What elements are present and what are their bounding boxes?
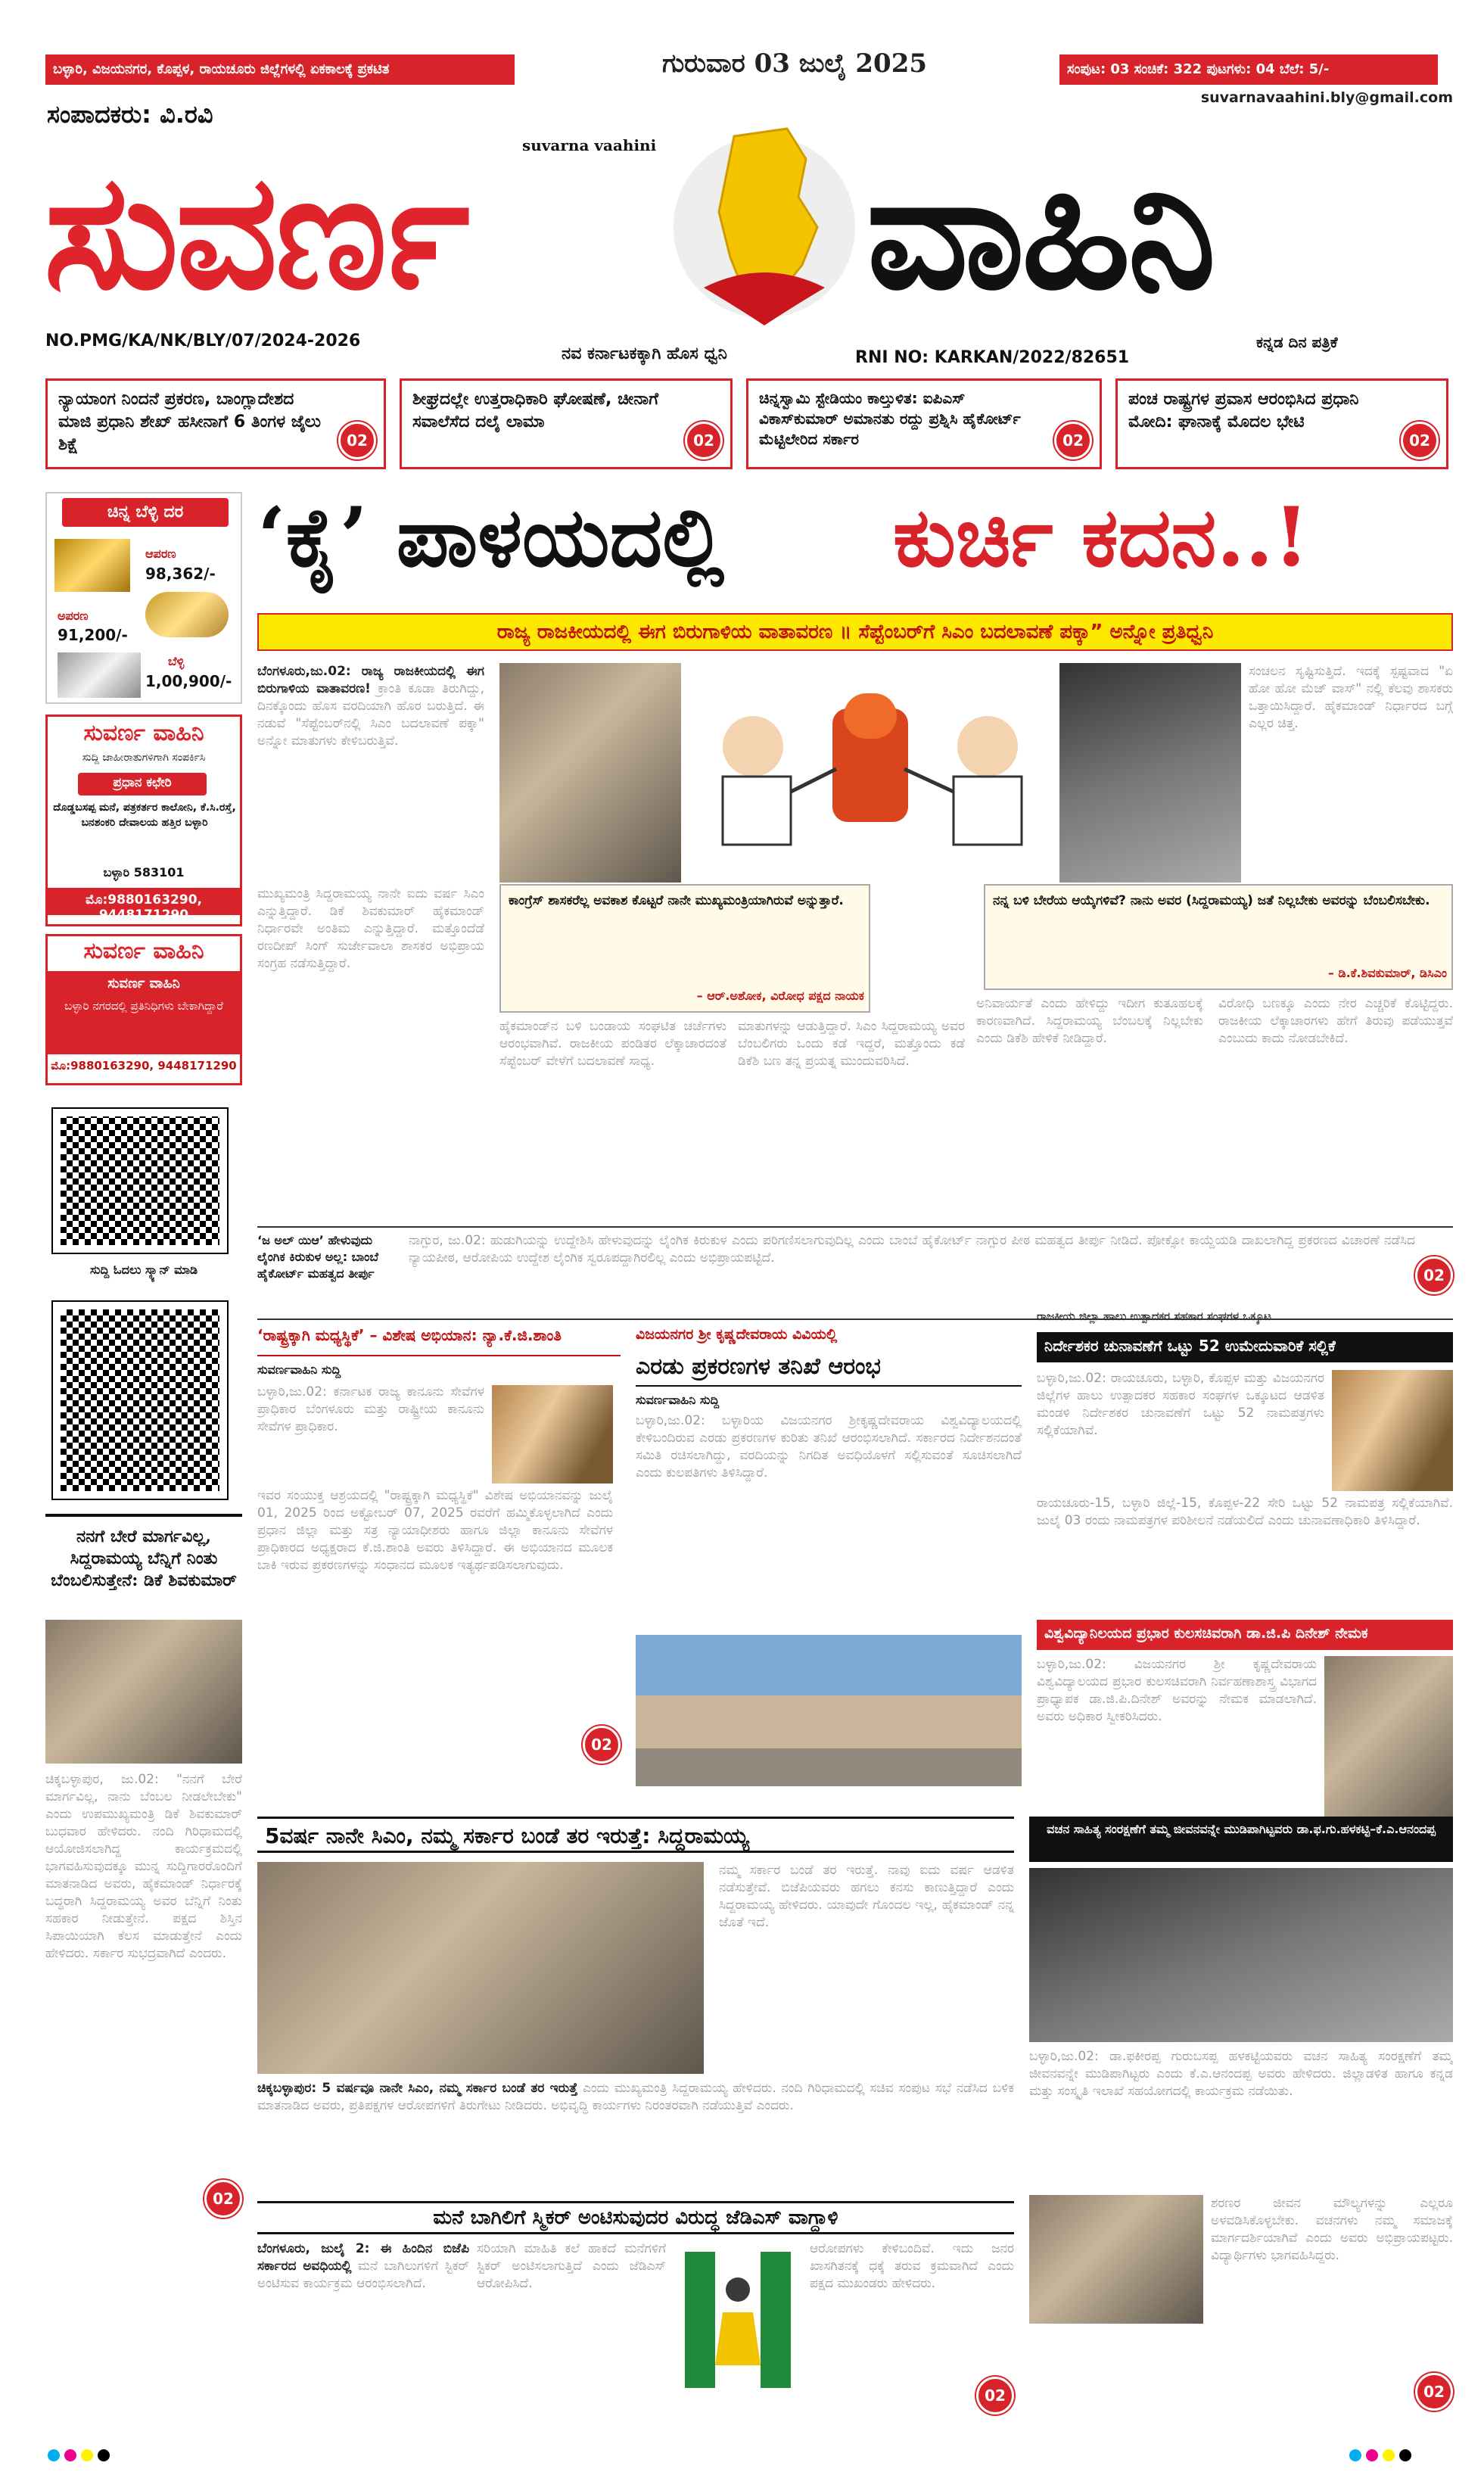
story-jds-body-c: ಆರೋಪಗಳು ಕೇಳಿಬಂದಿವೆ. ಇದು ಜನರ ಖಾಸಗಿತನಕ್ಕೆ ಧಕ್ಕೆ ತರುವ ಕ್ರಮವಾಗಿದೆ ಎಂದು ಪಕ್ಷದ ಮುಖಂಡರು ಹೇಳಿದರು. <box>810 2241 1014 2291</box>
page-badge: 02 <box>1054 422 1092 459</box>
registration-mark <box>1347 2449 1438 2464</box>
lead-subhead: ರಾಜ್ಯ ರಾಜಕೀಯದಲ್ಲಿ ಈಗ ಬಿರುಗಾಳಿಯ ವಾತಾವರಣ ॥ ಸೆಪ್ಟೆಂಬರ್‌ಗೆ ಸಿಎಂ ಬದಲಾವಣೆ ಪಕ್ಕಾ” ಅನ್ನೋ ಪ್ರತಿಧ್ವನಿ <box>257 613 1453 651</box>
gold-22k-value: 91,200/- <box>58 626 128 644</box>
story-milk-body-a: ಬಳ್ಳಾರಿ,ಜು.02: ರಾಯಚೂರು, ಬಳ್ಳಾರಿ, ಕೊಪ್ಪಳ ಮತ್ತು ವಿಜಯನಗರ ಜಿಲ್ಲೆಗಳ ಹಾಲು ಉತ್ಪಾದಕರ ಸಹಕಾರ ಸಂಘಗಳ ಒಕ್ಕೂಟದ ಆಡಳಿತ ಮಂಡಳಿ ನಿರ್ದೇಶಕರ ಚುನಾವಣೆಗೆ ಒಟ್ಟು 52 ನಾಮಪತ್ರಗಳು ಸಲ್ಲಿಕೆಯಾಗಿವೆ. <box>1037 1371 1324 1438</box>
teaser-4[interactable] <box>1115 378 1448 469</box>
postal-number: NO.PMG/KA/NK/BLY/07/2024-2026 <box>45 332 361 350</box>
story-vachana-body-b: ಶರಣರ ಜೀವನ ಮೌಲ್ಯಗಳನ್ನು ಎಲ್ಲರೂ ಅಳವಡಿಸಿಕೊಳ್ಳಬೇಕು. ವಚನಗಳು ನಮ್ಮ ಸಮಾಜಕ್ಕೆ ಮಾರ್ಗದರ್ಶಿಯಾಗಿವೆ ಎಂದು ಅವರು ಅಭಿಪ್ರಾಯಪಟ್ಟರು. ವಿದ್ಯಾರ್ಥಿಗಳು ಭಾಗವಹಿಸಿದ್ದರು. <box>1211 2196 1453 2263</box>
gold-24k-label: ಆಪರಣ <box>145 546 176 561</box>
lead-headline-black: ‘ಕೈ’ ಪಾಳಯದಲ್ಲಿ <box>257 490 724 585</box>
office-ad-box <box>45 715 242 926</box>
lead-col-1-top: ಬೆಂಗಳೂರು,ಜು.02: ರಾಜ್ಯ ರಾಜಕೀಯದಲ್ಲಿ ಈಗ ಬಿರುಗಾಳಿಯ ವಾತಾವರಣ! ಕ್ರಾಂತಿ ಕೂಡಾ ತಿರುಗಿದ್ದು, ದಿನಕ್ಕೊಂದು ಹೊಸ ವರದಿಯಾಗಿ ಹೊರ ಬರುತ್ತಿದೆ. ಈ ನಡುವೆ "ಸೆಪ್ಟೆಂಬರ್‌ನಲ್ಲಿ ಸಿಎಂ ಬದಲಾವಣೆ ಪಕ್ಕಾ" ಅನ್ನೋ ಮಾತುಗಳು ಕೇಳಿಬರುತ್ತಿವೆ. <box>257 664 484 749</box>
masthead-small-name: suvarna vaahini <box>522 136 657 154</box>
qr-code[interactable] <box>53 1109 227 1253</box>
dk-shivakumar-photo <box>1059 663 1241 883</box>
story-cm-body-b: ಚಿಕ್ಕಬಳ್ಳಾಪುರ: 5 ವರ್ಷವೂ ನಾನೇ ಸಿಎಂ, ನಮ್ಮ ಸರ್ಕಾರ ಬಂಡೆ ತರ ಇರುತ್ತೆ ಎಂದು ಮುಖ್ಯಮಂತ್ರಿ ಸಿದ್ದರಾಮಯ್ಯ ಹೇಳಿದರು. ನಂದಿ ಗಿರಿಧಾಮದಲ್ಲಿ ಸಚಿವ ಸಂಪುಟ ಸಭೆ ನಡೆಸಿದ ಬಳಿಕ ಮಾತನಾಡಿದ ಅವರು, ಪ್ರತಿಪಕ್ಷಗಳ ಆರೋಪಗಳಿಗೆ ತಿರುಗೇಟು ನೀಡಿದರು. ಅಭಿವೃದ್ಧಿ ಕಾರ್ಯಗಳು ನಿರಂತರವಾಗಿ ನಡೆಯುತ್ತಿವೆ ಎಂದರು. <box>257 2081 1014 2113</box>
story-vachana-head-box <box>1029 1817 1453 1862</box>
story-jds-body-a: ಬೆಂಗಳೂರು, ಜುಲೈ 2: ಈ ಹಿಂದಿನ ಬಿಜೆಪಿ ಸರ್ಕಾರದ ಅವಧಿಯಲ್ಲಿ ಮನೆ ಬಾಗಿಲುಗಳಿಗೆ ಸ್ಟಿಕರ್ ಅಂಟಿಸುವ ಕಾರ್ಯಕ್ರಮ ಆರಂಭಿಸಲಾಗಿದೆ. <box>257 2241 469 2291</box>
story-milk-headline: ನಿರ್ದೇಶಕರ ಚುನಾವಣೆಗೆ ಒಟ್ಟು 52 ಉಮೇದುವಾರಿಕೆ ಸಲ್ಲಿಕೆ <box>1037 1332 1453 1362</box>
page-badge[interactable]: 02 <box>204 2180 242 2218</box>
brief-label: ‘ಜ ಅಲ್ ಯಿಆ’ ಹೇಳುವುದು ಲೈಂಗಿಕ ಕಿರುಕುಳ ಅಲ್ಲ: ಬಾಂಬೆ ಹೈಕೋರ್ಟ್ ಮಹತ್ವದ ತೀರ್ಪು <box>257 1233 378 1281</box>
ad-address: ದೊಡ್ಡಬಸಪ್ಪ ಮನೆ, ಪತ್ರಕರ್ತರ ಕಾಲೋನಿ, ಕೆ.ಸಿ.ರಸ್ತೆ, ಬನಶಂಕರಿ ದೇವಾಲಯ ಹತ್ತಿರ ಬಳ್ಳಾರಿ <box>53 802 236 829</box>
ad-brand: ಸುವರ್ಣ ವಾಹಿನಿ <box>83 720 204 746</box>
judge-photo <box>492 1385 613 1484</box>
lead-col-4: ಅನಿವಾರ್ಯತೆ ಎಂದು ಹೇಳಿದ್ದು ಇದೀಗ ಕುತೂಹಲಕ್ಕೆ ಕಾರಣವಾಗಿದೆ. ಸಿದ್ದರಾಮಯ್ಯ ಬೆಂಬಲಕ್ಕೆ ನಿಲ್ಲಬೇಕು ಎಂದು ಡಿಕೆಶಿ ಹೇಳಿಕೆ ನೀಡಿದ್ದಾರೆ. <box>976 996 1203 1046</box>
page-badge: 02 <box>1401 422 1439 459</box>
recruit-title: ಸುವರ್ಣ ವಾಹಿನಿ <box>107 976 180 992</box>
ad-line: ಸುದ್ದಿ ಜಾಹೀರಾತುಗಳಿಗಾಗಿ ಸಂಪರ್ಕಿಸಿ <box>82 752 206 764</box>
gold-24k-value: 98,362/- <box>145 565 216 583</box>
story-jds-dateline: ಬೆಂಗಳೂರು, ಜುಲೈ 2: ಈ ಹಿಂದಿನ ಬಿಜೆಪಿ ಸರ್ಕಾರದ ಅವಧಿಯಲ್ಲಿ <box>257 2241 469 2274</box>
gold-rate-box <box>45 492 242 704</box>
logo-left: ಸುವರ್ಣ <box>44 138 467 325</box>
story-mediation-headline: ‘ರಾಷ್ಟ್ರಕ್ಕಾಗಿ ಮಧ್ಯಸ್ಥಿಕೆ’ – ವಿಶೇಷ ಅಭಿಯಾನ: ನ್ಯಾ.ಕೆ.ಜಿ.ಶಾಂತಿ <box>257 1326 621 1356</box>
contact-email[interactable]: suvarnavaahini.bly@gmail.com <box>1200 89 1453 106</box>
tagline: ನವ ಕರ್ನಾಟಕಕ್ಕಾಗಿ ಹೊಸ ಧ್ವನಿ <box>562 344 727 363</box>
ad-mobile[interactable]: ಮೊ:9880163290, 9448171290 <box>48 888 240 915</box>
teaser-1[interactable] <box>45 378 386 469</box>
story-jds-headline: ಮನೆ ಬಾಗಿಲಿಗೆ ಸ್ಮಿಕರ್ ಅಂಟಿಸುವುದರ ವಿರುದ್ಧ ಜೆಡಿಎಸ್ ವಾಗ್ದಾಳಿ <box>257 2201 1014 2234</box>
gold-bar-icon <box>54 539 130 592</box>
page-badge: 02 <box>338 422 376 459</box>
edition-banner: ಬಳ್ಳಾರಿ, ವಿಜಯನಗರ, ಕೊಪ್ಪಳ, ರಾಯಚೂರು ಜಿಲ್ಲೆಗಳಲ್ಲಿ ಏಕಕಾಲಕ್ಕೆ ಪ್ರಕಟಿತ <box>45 54 515 85</box>
story-mediation-body-b: ಇವರ ಸಂಯುಕ್ತ ಆಶ್ರಯದಲ್ಲಿ "ರಾಷ್ಟ್ರಕ್ಕಾಗಿ ಮಧ್ಯಸ್ಥಿಕೆ" ವಿಶೇಷ ಅಭಿಯಾನವನ್ನು ಜುಲೈ 01, 2025 ರಿಂದ ಅಕ್ಟೋಬರ್ 07, 2025 ರವರೆಗೆ ಹಮ್ಮಿಕೊಳ್ಳಲಾಗಿದೆ ಎಂದು ಪ್ರಧಾನ ಜಿಲ್ಲಾ ಮತ್ತು ಸತ್ರ ನ್ಯಾಯಾಧೀಶರು ಹಾಗೂ ಜಿಲ್ಲಾ ಕಾನೂನು ಸೇವೆಗಳ ಪ್ರಾಧಿಕಾರದ ಅಧ್ಯಕ್ಷರಾದ ಕೆ.ಜಿ.ಶಾಂತಿ ಅವರು ತಿಳಿಸಿದ್ದಾರೆ. ಈ ಅಭಿಯಾನದ ಮೂಲಕ ಬಾಕಿ ಇರುವ ಪ್ರಕರಣಗಳನ್ನು ಸಂಧಾನದ ಮೂಲಕ ಇತ್ಯರ್ಥಪಡಿಸಲಾಗುವುದು. <box>257 1488 613 1573</box>
quote-box-dks <box>984 884 1453 990</box>
story-milk-body-b: ರಾಯಚೂರು-15, ಬಳ್ಳಾರಿ ಜಿಲ್ಲೆ-15, ಕೊಪ್ಪಳ-22 ಸೇರಿ ಒಟ್ಟು 52 ನಾಮಪತ್ರ ಸಲ್ಲಿಕೆಯಾಗಿವೆ. ಜುಲೈ 03 ರಂದು ನಾಮಪತ್ರಗಳ ಪರಿಶೀಲನೆ ನಡೆಯಲಿದೆ ಎಂದು ಚುನಾವಣಾಧಿಕಾರಿ ತಿಳಿಸಿದ್ದಾರೆ. <box>1037 1496 1453 1528</box>
vachana-event-photo <box>1029 1868 1453 2042</box>
jds-party-logo <box>677 2244 798 2396</box>
page-badge[interactable]: 02 <box>1415 1256 1453 1294</box>
side-story-headline-box <box>45 1514 242 1612</box>
recruit-panel <box>48 971 240 1054</box>
story-university-body: ಬಳ್ಳಾರಿ,ಜು.02: ಬಳ್ಳಾರಿಯ ವಿಜಯನಗರ ಶ್ರೀಕೃಷ್ಣದೇವರಾಯ ವಿಶ್ವವಿದ್ಯಾಲಯದಲ್ಲಿ ಕೇಳಿಬಂದಿರುವ ಎರಡು ಪ್ರಕರಣಗಳ ಕುರಿತು ತನಿಖೆ ಆರಂಭಿಸಲಾಗಿದೆ. ಸರ್ಕಾರದ ನಿರ್ದೇಶನದಂತೆ ಸಮಿತಿ ರಚಿಸಲಾಗಿದ್ದು, ವರದಿಯನ್ನು ನಿಗದಿತ ಅವಧಿಯೊಳಗೆ ಸಲ್ಲಿಸುವಂತೆ ಸೂಚಿಸಲಾಗಿದೆ ಎಂದು ಕುಲಪತಿಗಳು ತಿಳಿಸಿದ್ದಾರೆ. <box>636 1413 1022 1480</box>
qr-code-2[interactable] <box>53 1302 227 1499</box>
logo-right: ವಾಹಿನಿ <box>866 138 1213 325</box>
registrar-photo <box>1324 1656 1453 1838</box>
siddaramaiah-photo <box>499 663 681 883</box>
story-milk-kicker: ರಾಜಕೀಯ ಜಿಲ್ಲಾ ಹಾಲು ಉತ್ಪಾದಕರ ಸಹಕಾರ ಸಂಘಗಳ ಒಕ್ಕೂಟ <box>1037 1309 1271 1323</box>
recruitment-ad-box <box>45 934 242 1085</box>
story-vachana-headline: ವಚನ ಸಾಹಿತ್ಯ ಸಂರಕ್ಷಣೆಗೆ ತಮ್ಮ ಜೀವನವನ್ನೇ ಮುಡಿಪಾಗಿಟ್ಟವರು ಡಾ.ಫ.ಗು.ಹಳಕಟ್ಟಿ–ಕೆ.ಎ.ಆನಂದಪ್ಪ <box>1047 1822 1436 1836</box>
story-cm-headline: 5ವರ್ಷ ನಾನೇ ಸಿಎಂ, ನಮ್ಮ ಸರ್ಕಾರ ಬಂಡೆ ತರ ಇರುತ್ತೆ: ಸಿದ್ದರಾಮಯ್ಯ <box>257 1817 1014 1853</box>
page-badge[interactable]: 02 <box>583 1726 621 1764</box>
story-cm-dateline: ಚಿಕ್ಕಬಳ್ಳಾಪುರ: 5 ವರ್ಷವೂ ನಾನೇ ಸಿಎಂ, ನಮ್ಮ ಸರ್ಕಾರ ಬಂಡೆ ತರ ಇರುತ್ತೆ <box>257 2081 578 2096</box>
teaser-text: ಶೀಘ್ರದಲ್ಲೇ ಉತ್ತರಾಧಿಕಾರಿ ಘೋಷಣೆ, ಚೀನಾಗೆ ಸವಾಲೆಸೆದ ದಲೈ ಲಾಮಾ <box>412 390 658 431</box>
quote-attribution: – ಆರ್.ಅಶೋಕ, ವಿರೋಧ ಪಕ್ಷದ ನಾಯಕ <box>696 988 864 1003</box>
side-story-body: ಚಿಕ್ಕಬಳ್ಳಾಪುರ, ಜು.02: "ನನಗೆ ಬೇರೆ ಮಾರ್ಗವಿಲ್ಲ, ನಾನು ಬೆಂಬಲ ನೀಡಲೇಬೇಕು" ಎಂದು ಉಪಮುಖ್ಯಮಂತ್ರಿ ಡಿಕೆ ಶಿವಕುಮಾರ್ ಬುಧವಾರ ಹೇಳಿದರು. ನಂದಿ ಗಿರಿಧಾಮದಲ್ಲಿ ಆಯೋಜಿಸಲಾಗಿದ್ದ ಕಾರ್ಯಕ್ರಮದಲ್ಲಿ ಭಾಗವಹಿಸುವುದಕ್ಕೂ ಮುನ್ನ ಸುದ್ದಿಗಾರರೊಂದಿಗೆ ಮಾತನಾಡಿದ ಅವರು, ಹೈಕಮಾಂಡ್ ನಿರ್ಧಾರಕ್ಕೆ ಬದ್ಧರಾಗಿ ಸಿದ್ದರಾಮಯ್ಯ ಅವರ ಬೆನ್ನಿಗೆ ನಿಂತು ಸಹಕಾರ ನೀಡುತ್ತೇನೆ. ಪಕ್ಷದ ಶಿಸ್ತಿನ ಸಿಪಾಯಿಯಾಗಿ ಕೆಲಸ ಮಾಡುತ್ತೇನೆ ಎಂದು ಹೇಳಿದರು. ಸರ್ಕಾರ ಸುಭದ್ರವಾಗಿದೆ ಎಂದರು. <box>45 1772 242 1961</box>
registration-mark <box>45 2449 136 2464</box>
paper-type: ಕನ್ನಡ ದಿನ ಪತ್ರಿಕೆ <box>1256 333 1338 351</box>
story-registrar-body: ಬಳ್ಳಾರಿ,ಜು.02: ವಿಜಯನಗರ ಶ್ರೀ ಕೃಷ್ಣದೇವರಾಯ ವಿಶ್ವವಿದ್ಯಾಲಯದ ಪ್ರಭಾರ ಕುಲಸಚಿವರಾಗಿ ನಿರ್ವಹಣಾಶಾಸ್ತ್ರ ವಿಭಾಗದ ಪ್ರಾಧ್ಯಾಪಕ ಡಾ.ಜಿ.ಪಿ.ದಿನೇಶ್ ಅವರನ್ನು ನೇಮಕ ಮಾಡಲಾಗಿದೆ. ಅವರು ಅಧಿಕಾರ ಸ್ವೀಕರಿಸಿದರು. <box>1037 1657 1317 1724</box>
ad-brand: ಸುವರ್ಣ ವಾಹಿನಿ <box>83 938 204 964</box>
divider <box>257 1226 1453 1228</box>
story-mediation-dateline: ಸುವರ್ಣವಾಹಿನಿ ಸುದ್ದಿ <box>257 1362 341 1377</box>
lead-col-5: ವಿರೋಧಿ ಬಣಕ್ಕೂ ಎಂದು ನೇರ ಎಚ್ಚರಿಕೆ ಕೊಟ್ಟಿದ್ದರು. ರಾಜಕೀಯ ಲೆಕ್ಕಾಚಾರಗಳು ಹೇಗೆ ತಿರುವು ಪಡೆಯುತ್ತವೆ ಎಂಬುದು ಕಾದು ನೋಡಬೇಕಿದೆ. <box>1218 996 1453 1046</box>
side-story-photo <box>45 1620 242 1764</box>
cm-event-photo <box>257 1862 704 2074</box>
lead-col-2: ಹೈಕಮಾಂಡ್‌ನ ಬಳಿ ಬಂಡಾಯ ಸಂಘಟಿತ ಚರ್ಚೆಗಳು ಆರಂಭವಾಗಿವೆ. ರಾಜಕೀಯ ಪಂಡಿತರ ಲೆಕ್ಕಾಚಾರದಂತೆ ಸೆಪ್ಟೆಂಬರ್ ವೇಳೆಗೆ ಬದಲಾವಣೆ ಸಾಧ್ಯ. <box>499 1019 726 1069</box>
side-story-headline: ನನಗೆ ಬೇರೆ ಮಾರ್ಗವಿಲ್ಲ, ಸಿದ್ದರಾಮಯ್ಯ ಬೆನ್ನಿಗೆ ನಿಂತು ಬೆಂಬಲಿಸುತ್ತೇನೆ: ಡಿಕೆ ಶಿವಕುಮಾರ್ <box>51 1527 237 1590</box>
quote-text: ನನ್ನ ಬಳಿ ಬೇರೆಯ ಆಯ್ಕೆಗಳಿವೆ? ನಾನು ಅವರ (ಸಿದ್ದರಾಮಯ್ಯ) ಜತೆ ನಿಲ್ಲಬೇಕು ಅವರನ್ನು ಬೆಂಬಲಿಸಬೇಕು. <box>993 893 1430 908</box>
story-jds-body-b: ಸರಿಯಾಗಿ ಮಾಹಿತಿ ಕಲೆ ಹಾಕದೆ ಮನೆಗಳಿಗೆ ಸ್ಟಿಕರ್ ಅಂಟಿಸಲಾಗುತ್ತಿದೆ ಎಂದು ಜೆಡಿಎಸ್ ಆರೋಪಿಸಿದೆ. <box>477 2241 666 2291</box>
teaser-3[interactable] <box>746 378 1102 469</box>
recruit-line: ಬಳ್ಳಾರಿ ನಗರದಲ್ಲಿ ಪ್ರತಿನಿಧಿಗಳು ಬೇಕಾಗಿದ್ದಾರೆ <box>64 999 223 1013</box>
silver-value: 1,00,900/- <box>145 672 232 690</box>
quote-box-ashoka <box>499 884 870 1013</box>
officer-photo <box>1332 1370 1453 1491</box>
page-badge[interactable]: 02 <box>976 2377 1014 2414</box>
karnataka-map-emblem <box>674 114 855 341</box>
editor-name: ಸಂಪಾದಕರು: ವಿ.ರವಿ <box>47 100 213 129</box>
page-badge[interactable]: 02 <box>1415 2373 1453 2411</box>
lead-col-1: ಮುಖ್ಯಮಂತ್ರಿ ಸಿದ್ದರಾಮಯ್ಯ ನಾನೇ ಐದು ವರ್ಷ ಸಿಎಂ ಎನ್ನುತ್ತಿದ್ದಾರೆ. ಡಿಕೆ ಶಿವಕುಮಾರ್ ಹೈಕಮಾಂಡ್ ನಿರ್ಧಾರವೇ ಅಂತಿಮ ಎನ್ನುತ್ತಿದ್ದಾರೆ. ಮತ್ತೊಂದೆಡೆ ರಣದೀಪ್ ಸಿಂಗ್ ಸುರ್ಜೇವಾಲಾ ಶಾಸಕರ ಅಭಿಪ್ರಾಯ ಸಂಗ್ರಹ ನಡೆಸುತ್ತಿದ್ದಾರೆ. <box>257 886 484 971</box>
story-registrar-headline: ವಿಶ್ವವಿದ್ಯಾನಿಲಯದ ಪ್ರಭಾರ ಕುಲಸಚಿವರಾಗಿ ಡಾ.ಜಿ.ಪಿ ದಿನೇಶ್ ನೇಮಕ <box>1037 1620 1453 1650</box>
quote-text: ಕಾಂಗ್ರೆಸ್ ಶಾಸಕರೆಲ್ಲ ಅವಕಾಶ ಕೊಟ್ಟರೆ ನಾನೇ ಮುಖ್ಯಮಂತ್ರಿಯಾಗಿರುವೆ ಅನ್ನುತ್ತಾರೆ. <box>509 893 844 908</box>
issue-date: ಗುರುವಾರ 03 ಜುಲೈ 2025 <box>661 48 928 79</box>
lead-col-3: ಮಾತುಗಳನ್ನು ಆಡುತ್ತಿದ್ದಾರೆ. ಸಿಎಂ ಸಿದ್ದರಾಮಯ್ಯ ಅವರ ಬೆಂಬಲಿಗರು ಒಂದು ಕಡೆ ಇದ್ದರೆ, ಮತ್ತೊಂದು ಕಡೆ ಡಿಕೆಶಿ ಬಣ ತನ್ನ ಪ್ರಯತ್ನ ಮುಂದುವರಿಸಿದೆ. <box>738 1019 965 1069</box>
teaser-text: ನ್ಯಾಯಾಂಗ ನಿಂದನೆ ಪ್ರಕರಣ, ಬಾಂಗ್ಲಾದೇಶದ ಮಾಜಿ ಪ್ರಧಾನಿ ಶೇಖ್ ಹಸೀನಾಗೆ 6 ತಿಂಗಳ ಜೈಲು ಶಿಕ್ಷೆ <box>58 390 321 454</box>
teaser-text: ಪಂಚ ರಾಷ್ಟ್ರಗಳ ಪ್ರವಾಸ ಆರಂಭಿಸಿದ ಪ್ರಧಾನಿ ಮೋದಿ: ಘಾನಾಕ್ಕೆ ಮೊದಲ ಭೇಟಿ <box>1128 390 1359 431</box>
rni-number: RNI NO: KARKAN/2022/82651 <box>855 348 1130 367</box>
cartoon-chair-tug <box>685 663 1056 883</box>
silver-label: ಬೆಳ್ಳಿ <box>168 654 185 668</box>
brief-body: ನಾಗ್ಪುರ, ಜು.02: ಹುಡುಗಿಯನ್ನು ಉದ್ದೇಶಿಸಿ ಹೇಳುವುದನ್ನು ಲೈಂಗಿಕ ಕಿರುಕುಳ ಎಂದು ಪರಿಗಣಿಸಲಾಗುವುದಿಲ್ಲ ಎಂದು ಬಾಂಬೆ ಹೈಕೋರ್ಟ್ ನಾಗ್ಪುರ ಪೀಠ ಮಹತ್ವದ ತೀರ್ಪು ನೀಡಿದೆ. ಪೋಕ್ಸೋ ಕಾಯ್ದೆಯಡಿ ದಾಖಲಾಗಿದ್ದ ಪ್ರಕರಣದ ವಿಚಾರಣೆ ನಡೆಸಿದ ನ್ಯಾಯಪೀಠ, ಆರೋಪಿಯ ಉದ್ದೇಶ ಲೈಂಗಿಕ ಸ್ವರೂಪದ್ದಾಗಿರಲಿಲ್ಲ ಎಂದು ಅಭಿಪ್ರಾಯಪಟ್ಟಿದೆ. <box>409 1233 1415 1266</box>
university-building-photo <box>636 1635 1022 1786</box>
story-university-kicker: ವಿಜಯನಗರ ಶ್ರೀ ಕೃಷ್ಣದೇವರಾಯ ವಿವಿಯಲ್ಲಿ <box>636 1326 838 1343</box>
story-university-dateline: ಸುವರ್ಣವಾಹಿನಿ ಸುದ್ದಿ <box>636 1393 720 1407</box>
lead-col-5-top: ಸಂಚಲನ ಸೃಷ್ಟಿಸುತ್ತಿದೆ. ಇದಕ್ಕೆ ಸ್ಪಷ್ಟವಾದ "ಏ ಹೋ ಹೋ ಮೆಜ್ ವಾಸ್" ನಲ್ಲಿ ಕೆಲವು ಶಾಸಕರು ಒತ್ತಾಯಿಸಿದ್ದಾರೆ. ಹೈಕಮಾಂಡ್ ನಿರ್ಧಾರದ ಬಗ್ಗೆ ಎಲ್ಲರ ಚಿತ್ತ. <box>1249 664 1453 731</box>
vachana-audience-photo <box>1029 2195 1203 2324</box>
lead-dateline: ಬೆಂಗಳೂರು,ಜು.02: ರಾಜ್ಯ ರಾಜಕೀಯದಲ್ಲಿ ಈಗ ಬಿರುಗಾಳಿಯ ವಾತಾವರಣ! <box>257 664 484 696</box>
gold-rate-title: ಚಿನ್ನ ಬೆಳ್ಳಿ ದರ <box>62 498 229 527</box>
silver-bar-icon <box>58 652 141 698</box>
story-mediation-body-a: ಬಳ್ಳಾರಿ,ಜು.02: ಕರ್ನಾಟಕ ರಾಜ್ಯ ಕಾನೂನು ಸೇವೆಗಳ ಪ್ರಾಧಿಕಾರ ಬೆಂಗಳೂರು ಮತ್ತು ರಾಷ್ಟ್ರೀಯ ಕಾನೂನು ಸೇವೆಗಳ ಪ್ರಾಧಿಕಾರ. <box>257 1384 484 1434</box>
story-vachana-body-a: ಬಳ್ಳಾರಿ,ಜು.02: ಡಾ.ಫಕೀರಪ್ಪ ಗುರುಬಸಪ್ಪ ಹಳಕಟ್ಟಿಯವರು ವಚನ ಸಾಹಿತ್ಯ ಸಂರಕ್ಷಣೆಗೆ ತಮ್ಮ ಜೀವನವನ್ನೇ ಮುಡಿಪಾಗಿಟ್ಟರು ಎಂದು ಕೆ.ಎ.ಆನಂದಪ್ಪ ಅವರು ಹೇಳಿದರು. ಜಿಲ್ಲಾಡಳಿತ ಹಾಗೂ ಕನ್ನಡ ಮತ್ತು ಸಂಸ್ಕೃತಿ ಇಲಾಖೆ ಸಹಯೋಗದಲ್ಲಿ ಕಾರ್ಯಕ್ರಮ ನಡೆಯಿತು. <box>1029 2049 1453 2099</box>
gold-22k-label: ಅಪರಣ <box>58 609 89 623</box>
gold-jewel-icon <box>145 592 229 637</box>
qr-caption: ಸುದ್ದಿ ಓದಲು ಸ್ಕ್ಯಾನ್ ಮಾಡಿ <box>89 1262 198 1277</box>
lead-headline-red: ಕುರ್ಚಿ ಕದನ..! <box>893 490 1310 585</box>
page-badge: 02 <box>685 422 723 459</box>
story-university-headline: ಎರಡು ಪ್ರಕರಣಗಳ ತನಿಖೆ ಆರಂಭ <box>636 1353 1022 1387</box>
issue-info: ಸಂಪುಟ: 03 ಸಂಚಿಕೆ: 322 ಪುಟಗಳು: 04 ಬೆಲೆ: 5/- <box>1059 54 1438 85</box>
quote-attribution: – ಡಿ.ಕೆ.ಶಿವಕುಮಾರ್, ಡಿಸಿಎಂ <box>1327 966 1447 980</box>
teaser-2[interactable] <box>400 378 733 469</box>
ad-office-title: ಪ್ರಧಾನ ಕಛೇರಿ <box>78 773 207 795</box>
recruit-mobile[interactable]: ಮೊ:9880163290, 9448171290 <box>51 1059 237 1073</box>
story-cm-body-a: ನಮ್ಮ ಸರ್ಕಾರ ಬಂಡೆ ತರ ಇರುತ್ತೆ. ನಾವು ಐದು ವರ್ಷ ಆಡಳಿತ ನಡೆಸುತ್ತೇವೆ. ಬಿಜೆಪಿಯವರು ಹಗಲು ಕನಸು ಕಾಣುತ್ತಿದ್ದಾರೆ ಎಂದು ಸಿದ್ದರಾಮಯ್ಯ ಹೇಳಿದರು. ಯಾವುದೇ ಗೊಂದಲ ಇಲ್ಲ, ಹೈಕಮಾಂಡ್ ನನ್ನ ಜೊತೆ ಇದೆ. <box>719 1863 1014 1930</box>
ad-city: ಬಳ್ಳಾರಿ 583101 <box>103 865 185 880</box>
teaser-text: ಚಿನ್ನಸ್ವಾಮಿ ಸ್ಟೇಡಿಯಂ ಕಾಲ್ತುಳಿತ: ಐಪಿಎಸ್ ವಿಕಾಸ್‌ಕುಮಾರ್ ಅಮಾನತು ರದ್ದು ಪ್ರಶ್ನಿಸಿ ಹೈಕೋರ್ಟ್ ಮೆಟ್ಟಿಲೇರಿದ ಸರ್ಕಾರ <box>759 389 1021 448</box>
